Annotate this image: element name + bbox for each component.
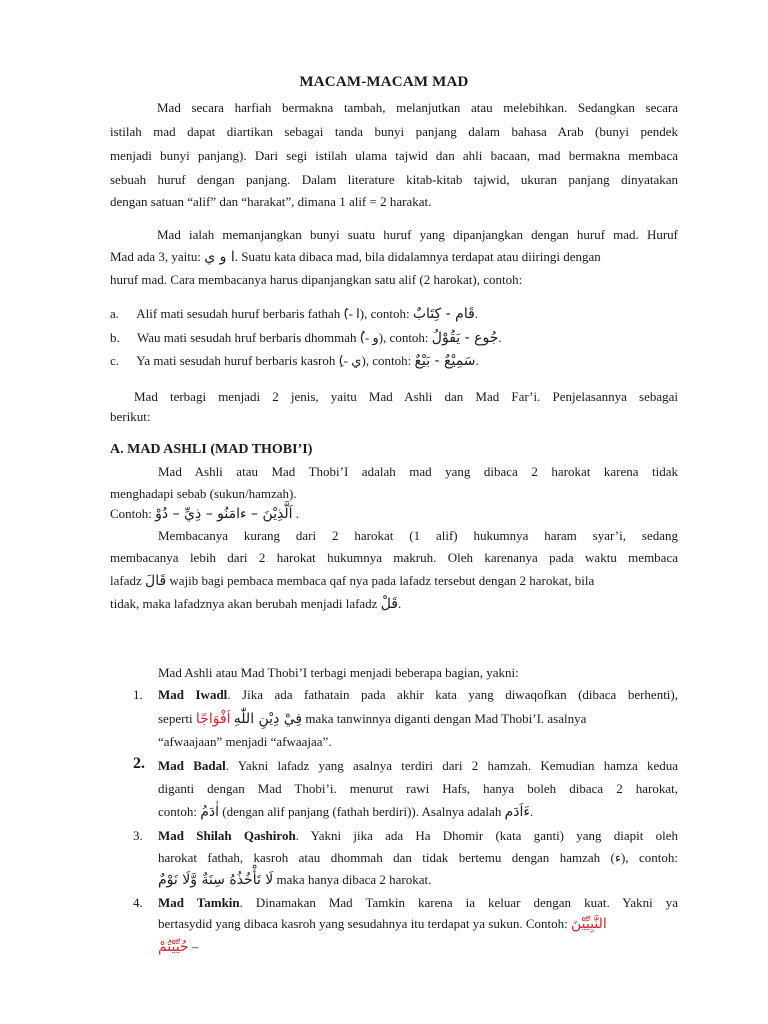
list-item-text: Alif mati sesudah huruf berbaris fathah (َ- ا), contoh:	[136, 306, 410, 321]
list-marker: 3.	[133, 828, 143, 843]
page-title: MACAM-MACAM MAD	[299, 74, 469, 90]
paragraph-3-line-1: Mad terbagi menjadi 2 jenis, yaitu Mad Ashli dan Mad Far’i. Penjelasannya sebagai	[134, 389, 678, 404]
section-a-text: tidak, maka lafadznya akan berubah menjadi lafadz	[110, 596, 378, 611]
list-item-2-line-2: diganti dengan Mad Thobi’i. menurut rawi Hafs, hanya boleh dibaca 2 harokat,	[158, 781, 678, 796]
list-item	[110, 351, 479, 371]
paragraph-2-text: Mad ada 3, yaitu:	[110, 249, 201, 264]
arabic-example: اَلَّذِيْنَ – ءامَنُو – ذِيِّ – دُوْ	[155, 506, 293, 522]
arabic-example: قَام - كِتَابٌ	[412, 306, 475, 322]
section-a-line-5	[110, 571, 678, 591]
paragraph-2-line-1: Mad ialah memanjangkan bunyi suatu huruf yang dipanjangkan dengan huruf mad. Huruf	[157, 227, 678, 242]
list-item-1-line-2	[158, 709, 678, 729]
arabic-example: اٰدَمُ	[200, 804, 220, 820]
list-item-4-line-3	[158, 937, 198, 957]
list-item-end: .	[529, 804, 534, 819]
paragraph-1-line-1: Mad secara harfiah bermakna tambah, melanjutkan atau melebihkan. Sedangkan secara	[157, 100, 678, 115]
list-item-text: bertasydid yang dibaca kasroh yang sesudahnya itu terdapat ya sukun. Contoh:	[158, 916, 568, 931]
arabic-example-origin: ءَاَدَم	[504, 804, 530, 820]
paragraph-2-text-after: . Suatu kata dibaca mad, bila didalamnya terdapat atau diiringi dengan	[234, 249, 601, 264]
list-item-2-line-1	[158, 756, 678, 776]
list-item-4-line-1	[158, 893, 678, 913]
list-item-text: seperti	[158, 711, 193, 726]
list-item-dash: –	[191, 939, 199, 954]
section-a-contoh	[110, 504, 299, 524]
mad-letters-arabic: ا و ي	[204, 249, 235, 265]
list-item	[110, 304, 478, 324]
section-a-text: lafadz	[110, 573, 142, 588]
section-a-line-2: menghadapi sebab (sukun/hamzah).	[110, 486, 297, 501]
arabic-example: فِيْ دِيْنِ اللّٰهِ	[233, 711, 303, 727]
arabic-example-highlight: النَّبِيِّيْنَ	[571, 916, 607, 932]
list-item-text-mid: (dengan alif panjang (fathah berdiri)). Asalnya adalah	[222, 804, 502, 819]
list-item-end: .	[475, 353, 479, 368]
term-mad-iwadl: Mad Iwadl	[158, 687, 228, 702]
list-item-1-line-1	[158, 685, 678, 705]
paragraph-1-line-5: dengan satuan “alif” dan “harakat”, dimana 1 alif = 2 harakat.	[110, 194, 432, 209]
list-item-3-line-3	[158, 870, 431, 890]
list-item-4-line-2	[158, 914, 678, 934]
list-item-text: . Dinamakan Mad Tamkin karena ia keluar dengan kuat. Yakni ya	[239, 895, 678, 910]
paragraph-2-line-3: huruf mad. Cara membacanya harus dipanjangkan satu alif (2 harokat), contoh:	[110, 272, 523, 287]
arabic-example-highlight: حُيِّيْتُمْ	[158, 939, 189, 955]
section-a-line-3: Membacanya kurang dari 2 harokat (1 alif) hukumnya haram syar’i, sedang	[158, 528, 678, 543]
list-item-2-line-3	[158, 802, 533, 822]
list-item-text: Wau mati sesudah hruf berbaris dhommah (ُ- و), contoh:	[137, 330, 429, 345]
numbered-list-intro: Mad Ashli atau Mad Thobi’I terbagi menjadi beberapa bagian, yakni:	[158, 665, 519, 680]
contoh-label: Contoh:	[110, 506, 152, 521]
paragraph-1-line-4: sebuah huruf dengan panjang. Dalam literature kitab-kitab tajwid, ukuran panjang dinyatakan	[110, 172, 678, 187]
list-item	[110, 328, 502, 348]
list-marker: 4.	[133, 895, 143, 910]
section-a-line-4: membacanya lebih dari 2 harokat hukumnya makruh. Oleh karenanya pada waktu membaca	[110, 550, 678, 565]
list-marker: c.	[110, 353, 120, 368]
arabic-example-highlight: اَفْوَاجًا	[195, 711, 231, 727]
contoh-end: .	[295, 506, 300, 521]
arabic-qaala: قَالَ	[145, 573, 167, 589]
list-item-text: . Yakni lafadz yang asalnya terdiri dari 2 hamzah. Kemudian hamza kedua	[225, 758, 678, 773]
list-item-text: Ya mati sesudah huruf berbaris kasroh (ِ- ي), contoh:	[136, 353, 412, 368]
list-marker: 2.	[133, 755, 145, 772]
list-item-text-after: maka hanya dibaca 2 harokat.	[276, 872, 432, 887]
term-mad-badal: Mad Badal	[158, 758, 226, 773]
list-item-text: . Jika ada fathatain pada akhir kata yang diwaqofkan (dibaca berhenti),	[227, 687, 678, 702]
list-item-3-line-1	[158, 826, 678, 846]
arabic-qal: قَلْ	[380, 596, 398, 612]
section-a-end: .	[398, 596, 402, 611]
list-marker: 1.	[133, 687, 143, 702]
list-item-end: .	[498, 330, 502, 345]
paragraph-2-line-2	[110, 247, 601, 267]
arabic-example: لَا تَأْخُذُهُ سِنَةٌ وَّلَا نَوْمٌ	[158, 872, 274, 888]
list-item-text: contoh:	[158, 804, 197, 819]
list-item-1-line-3: “afwaajaan” menjadi “afwaajaa”.	[158, 734, 332, 749]
list-item-3-line-2: harokat fathah, kasroh atau dhommah dan tidak bertemu dengan hamzah (ء), contoh:	[158, 850, 678, 865]
list-item-end: .	[474, 306, 479, 321]
section-a-line-1: Mad Ashli atau Mad Thobi’I adalah mad yang dibaca 2 harokat karena tidak	[158, 464, 678, 479]
list-marker: a.	[110, 306, 120, 321]
paragraph-3-line-2: berikut:	[110, 409, 151, 424]
section-a-heading: A. MAD ASHLI (MAD THOBI’I)	[110, 442, 313, 457]
term-mad-tamkin: Mad Tamkin	[158, 895, 240, 910]
arabic-example: سَمِيْعٌ - بَيْعٌ	[414, 353, 476, 369]
list-item-text-after: maka tanwinnya diganti dengan Mad Thobi’I. asalnya	[305, 711, 587, 726]
arabic-example: جُوع - يَقُوْلُ	[431, 330, 499, 346]
paragraph-1-line-3: menjadi bunyi panjang). Dari segi istilah ulama tajwid dan ahli bacaan, mad bermakna membaca	[110, 148, 678, 163]
list-item-text: . Yakni jika ada Ha Dhomir (kata ganti) yang diapit oleh	[295, 828, 678, 843]
paragraph-1-line-2: istilah mad dapat diartikan sebagai tanda bunyi panjang dalam bahasa Arab (bunyi pendek	[110, 124, 678, 139]
section-a-line-6	[110, 594, 401, 614]
section-a-text-after: wajib bagi pembaca membaca qaf nya pada lafadz tersebut dengan 2 harokat, bila	[169, 573, 595, 588]
term-mad-shilah-qashiroh: Mad Shilah Qashiroh	[158, 828, 296, 843]
list-marker: b.	[110, 330, 120, 345]
